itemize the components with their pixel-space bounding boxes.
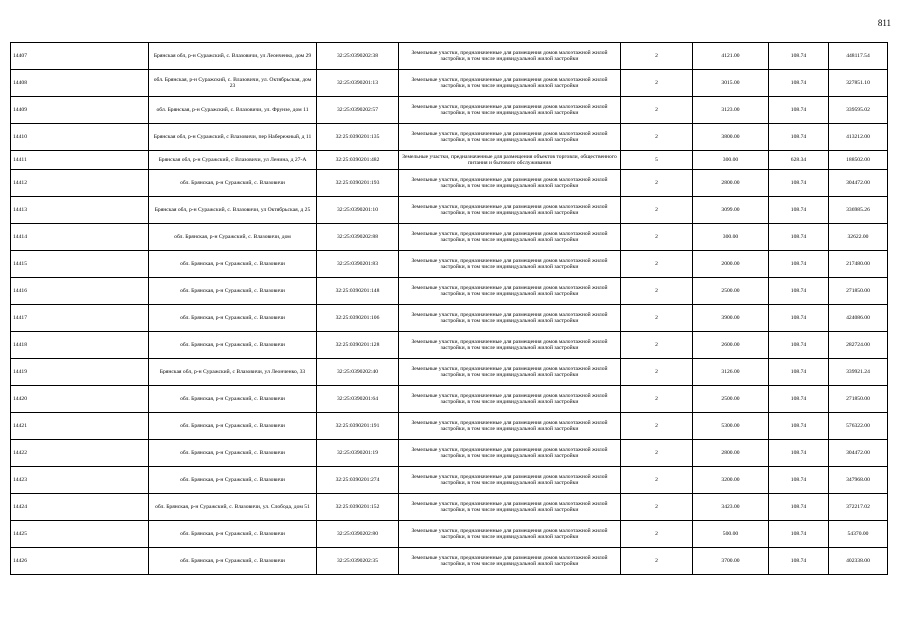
land-use-cell: Земельные участки, предназначенные для размещения домов малоэтажной жилой застройки, в том числе индивидуальной жилой застройки <box>399 332 621 359</box>
address-cell: обл. Брянская, р-н Суражский, с. Влазовичи <box>149 251 317 278</box>
address-cell: Брянская обл, р-н Суражский, с. Влазовичи, ул Октябрьская, д 25 <box>149 197 317 224</box>
area-cell: 3200.00 <box>693 467 769 494</box>
land-use-cell: Земельные участки, предназначенные для размещения домов малоэтажной жилой застройки, в том числе индивидуальной жилой застройки <box>399 548 621 575</box>
cadastral-number-cell: 32:25:0390201:152 <box>317 494 399 521</box>
record-number: 14419 <box>11 359 149 386</box>
group-code-cell: 2 <box>621 521 693 548</box>
land-use-cell: Земельные участки, предназначенные для размещения домов малоэтажной жилой застройки, в том числе индивидуальной жилой застройки <box>399 124 621 151</box>
record-number: 14423 <box>11 467 149 494</box>
group-code-cell: 2 <box>621 386 693 413</box>
address-cell: обл. Брянская, р-н Суражский, с. Влазовичи <box>149 170 317 197</box>
cadastral-value-cell: 188502.00 <box>829 151 888 170</box>
address-cell: Брянская обл, р-н Суражский, с Влазовичи, пер Набережный, д 11 <box>149 124 317 151</box>
cadastral-value-cell: 282724.00 <box>829 332 888 359</box>
land-use-cell: Земельные участки, предназначенные для размещения домов малоэтажной жилой застройки, в том числе индивидуальной жилой застройки <box>399 224 621 251</box>
address-cell: обл. Брянская, р-н Суражский, с. Влазовичи <box>149 521 317 548</box>
cadastral-value-cell: 372217.02 <box>829 494 888 521</box>
group-code-cell: 5 <box>621 151 693 170</box>
record-number: 14413 <box>11 197 149 224</box>
table-row <box>11 151 888 170</box>
address-cell: обл. Брянская, р-н Суражский, с. Влазовичи <box>149 467 317 494</box>
specific-value-cell: 108.74 <box>769 97 829 124</box>
cadastral-number-cell: 32:25:0390202:80 <box>317 521 399 548</box>
land-use-cell: Земельные участки, предназначенные для размещения домов малоэтажной жилой застройки, в том числе индивидуальной жилой застройки <box>399 305 621 332</box>
land-use-cell: Земельные участки, предназначенные для размещения домов малоэтажной жилой застройки, в том числе индивидуальной жилой застройки <box>399 521 621 548</box>
record-number: 14409 <box>11 97 149 124</box>
group-code-cell: 2 <box>621 305 693 332</box>
cadastral-number-cell: 32:25:0390201:128 <box>317 332 399 359</box>
area-cell: 500.00 <box>693 521 769 548</box>
table-row <box>11 278 888 305</box>
table-row <box>11 467 888 494</box>
cadastral-value-cell: 339921.24 <box>829 359 888 386</box>
cadastral-number-cell: 32:25:0390201:19 <box>317 440 399 467</box>
cadastral-number-cell: 32:25:0390202:88 <box>317 224 399 251</box>
specific-value-cell: 108.74 <box>769 43 829 70</box>
land-use-cell: Земельные участки, предназначенные для размещения домов малоэтажной жилой застройки, в том числе индивидуальной жилой застройки <box>399 70 621 97</box>
address-cell: обл. Брянская, р-н Суражский, с. Влазовичи <box>149 440 317 467</box>
area-cell: 3126.00 <box>693 359 769 386</box>
table-row <box>11 197 888 224</box>
record-number: 14414 <box>11 224 149 251</box>
group-code-cell: 2 <box>621 124 693 151</box>
cadastral-number-cell: 32:25:0390201:274 <box>317 467 399 494</box>
record-number: 14407 <box>11 43 149 70</box>
specific-value-cell: 108.74 <box>769 521 829 548</box>
land-use-cell: Земельные участки, предназначенные для размещения домов малоэтажной жилой застройки, в том числе индивидуальной жилой застройки <box>399 494 621 521</box>
cadastral-value-cell: 576322.00 <box>829 413 888 440</box>
address-cell: обл. Брянская, р-н Суражский, с. Влазовичи <box>149 305 317 332</box>
area-cell: 2600.00 <box>693 332 769 359</box>
table-row <box>11 43 888 70</box>
land-use-cell: Земельные участки, предназначенные для размещения домов малоэтажной жилой застройки, в том числе индивидуальной жилой застройки <box>399 359 621 386</box>
land-use-cell: Земельные участки, предназначенные для размещения домов малоэтажной жилой застройки, в том числе индивидуальной жилой застройки <box>399 43 621 70</box>
specific-value-cell: 108.74 <box>769 494 829 521</box>
land-registry-table <box>10 42 888 575</box>
record-number: 14408 <box>11 70 149 97</box>
address-cell: обл. Брянская, р-н Суражский, с. Влазовичи, ул. Слобода, дом 51 <box>149 494 317 521</box>
area-cell: 300.00 <box>693 151 769 170</box>
address-cell: обл. Брянская, р-н Суражский, с. Влазовичи <box>149 386 317 413</box>
area-cell: 3423.00 <box>693 494 769 521</box>
table-row <box>11 332 888 359</box>
specific-value-cell: 108.74 <box>769 251 829 278</box>
group-code-cell: 2 <box>621 43 693 70</box>
cadastral-number-cell: 32:25:0390201:135 <box>317 124 399 151</box>
land-use-cell: Земельные участки, предназначенные для размещения домов малоэтажной жилой застройки, в том числе индивидуальной жилой застройки <box>399 251 621 278</box>
cadastral-number-cell: 32:25:0390202:38 <box>317 43 399 70</box>
record-number: 14421 <box>11 413 149 440</box>
specific-value-cell: 108.74 <box>769 124 829 151</box>
table-row <box>11 124 888 151</box>
specific-value-cell: 108.74 <box>769 386 829 413</box>
group-code-cell: 2 <box>621 197 693 224</box>
record-number: 14417 <box>11 305 149 332</box>
area-cell: 3015.00 <box>693 70 769 97</box>
table-row <box>11 97 888 124</box>
group-code-cell: 2 <box>621 467 693 494</box>
record-number: 14426 <box>11 548 149 575</box>
cadastral-number-cell: 32:25:0390201:482 <box>317 151 399 170</box>
record-number: 14418 <box>11 332 149 359</box>
area-cell: 300.00 <box>693 224 769 251</box>
area-cell: 2800.00 <box>693 440 769 467</box>
area-cell: 3900.00 <box>693 305 769 332</box>
land-use-cell: Земельные участки, предназначенные для размещения домов малоэтажной жилой застройки, в том числе индивидуальной жилой застройки <box>399 278 621 305</box>
group-code-cell: 2 <box>621 332 693 359</box>
cadastral-value-cell: 327851.10 <box>829 70 888 97</box>
group-code-cell: 2 <box>621 413 693 440</box>
land-use-cell: Земельные участки, предназначенные для размещения домов малоэтажной жилой застройки, в том числе индивидуальной жилой застройки <box>399 440 621 467</box>
address-cell: обл. Брянская, р-н Суражский, с. Влазовичи, ул. Фрунзе, дом 11 <box>149 97 317 124</box>
specific-value-cell: 108.74 <box>769 170 829 197</box>
record-number: 14425 <box>11 521 149 548</box>
cadastral-number-cell: 32:25:0390201:191 <box>317 413 399 440</box>
registry-body <box>11 43 888 575</box>
area-cell: 3700.00 <box>693 548 769 575</box>
address-cell: обл. Брянская, р-н Суражский, с. Влазовичи <box>149 332 317 359</box>
cadastral-value-cell: 217480.00 <box>829 251 888 278</box>
cadastral-number-cell: 32:25:0390201:10 <box>317 197 399 224</box>
cadastral-value-cell: 32622.00 <box>829 224 888 251</box>
table-row <box>11 70 888 97</box>
land-use-cell: Земельные участки, предназначенные для размещения домов малоэтажной жилой застройки, в том числе индивидуальной жилой застройки <box>399 386 621 413</box>
area-cell: 2800.00 <box>693 170 769 197</box>
area-cell: 4121.00 <box>693 43 769 70</box>
cadastral-number-cell: 32:25:0390201:64 <box>317 386 399 413</box>
specific-value-cell: 628.34 <box>769 151 829 170</box>
area-cell: 3800.00 <box>693 124 769 151</box>
cadastral-number-cell: 32:25:0390201:13 <box>317 70 399 97</box>
table-row <box>11 440 888 467</box>
table-row <box>11 359 888 386</box>
record-number: 14411 <box>11 151 149 170</box>
specific-value-cell: 108.74 <box>769 70 829 97</box>
cadastral-value-cell: 448117.54 <box>829 43 888 70</box>
table-row <box>11 494 888 521</box>
record-number: 14420 <box>11 386 149 413</box>
specific-value-cell: 108.74 <box>769 332 829 359</box>
land-use-cell: Земельные участки, предназначенные для размещения домов малоэтажной жилой застройки, в том числе индивидуальной жилой застройки <box>399 97 621 124</box>
address-cell: обл. Брянская, р-н Суражский, с. Влазовичи <box>149 413 317 440</box>
address-cell: Брянская обл, р-н Суражский, с Влазовичи, ул Ленина, д 27-А <box>149 151 317 170</box>
table-row <box>11 413 888 440</box>
address-cell: Брянская обл, р-н Суражский, с. Влазовичи, ул Леонченко, дом 29 <box>149 43 317 70</box>
address-cell: обл. Брянская, р-н Суражский, с. Влазовичи, дом <box>149 224 317 251</box>
cadastral-value-cell: 271850.00 <box>829 278 888 305</box>
table-row <box>11 305 888 332</box>
specific-value-cell: 108.74 <box>769 413 829 440</box>
table-row <box>11 251 888 278</box>
cadastral-number-cell: 32:25:0390201:193 <box>317 170 399 197</box>
cadastral-value-cell: 413212.00 <box>829 124 888 151</box>
record-number: 14416 <box>11 278 149 305</box>
record-number: 14412 <box>11 170 149 197</box>
group-code-cell: 2 <box>621 359 693 386</box>
table-row <box>11 224 888 251</box>
area-cell: 3123.00 <box>693 97 769 124</box>
area-cell: 2000.00 <box>693 251 769 278</box>
area-cell: 3099.00 <box>693 197 769 224</box>
group-code-cell: 2 <box>621 278 693 305</box>
group-code-cell: 2 <box>621 224 693 251</box>
land-use-cell: Земельные участки, предназначенные для размещения домов малоэтажной жилой застройки, в том числе индивидуальной жилой застройки <box>399 197 621 224</box>
specific-value-cell: 108.74 <box>769 278 829 305</box>
land-use-cell: Земельные участки, предназначенные для размещения домов малоэтажной жилой застройки, в том числе индивидуальной жилой застройки <box>399 170 621 197</box>
cadastral-value-cell: 347968.00 <box>829 467 888 494</box>
record-number: 14410 <box>11 124 149 151</box>
group-code-cell: 2 <box>621 170 693 197</box>
cadastral-value-cell: 402338.00 <box>829 548 888 575</box>
area-cell: 2500.00 <box>693 386 769 413</box>
cadastral-value-cell: 424086.00 <box>829 305 888 332</box>
area-cell: 2500.00 <box>693 278 769 305</box>
cadastral-value-cell: 271850.00 <box>829 386 888 413</box>
group-code-cell: 2 <box>621 548 693 575</box>
address-cell: Брянская обл, р-н Суражский, с Влазовичи, ул Леонченко, 33 <box>149 359 317 386</box>
group-code-cell: 2 <box>621 251 693 278</box>
cadastral-number-cell: 32:25:0390202:40 <box>317 359 399 386</box>
area-cell: 5300.00 <box>693 413 769 440</box>
cadastral-value-cell: 336985.26 <box>829 197 888 224</box>
specific-value-cell: 108.74 <box>769 197 829 224</box>
land-use-cell: Земельные участки, предназначенные для размещения объектов торговли, общественного питания и бытового обслуживания <box>399 151 621 170</box>
cadastral-value-cell: 304472.00 <box>829 440 888 467</box>
group-code-cell: 2 <box>621 70 693 97</box>
cadastral-value-cell: 304472.00 <box>829 170 888 197</box>
cadastral-number-cell: 32:25:0390201:83 <box>317 251 399 278</box>
group-code-cell: 2 <box>621 494 693 521</box>
group-code-cell: 2 <box>621 97 693 124</box>
cadastral-number-cell: 32:25:0390201:106 <box>317 305 399 332</box>
cadastral-value-cell: 339595.02 <box>829 97 888 124</box>
specific-value-cell: 108.74 <box>769 548 829 575</box>
cadastral-number-cell: 32:25:0390201:148 <box>317 278 399 305</box>
specific-value-cell: 108.74 <box>769 440 829 467</box>
table-row <box>11 386 888 413</box>
land-use-cell: Земельные участки, предназначенные для размещения домов малоэтажной жилой застройки, в том числе индивидуальной жилой застройки <box>399 413 621 440</box>
table-row <box>11 521 888 548</box>
address-cell: обл. Брянская, р-н Суражский, с. Влазовичи, ул. Октябрьская, дом 23 <box>149 70 317 97</box>
land-use-cell: Земельные участки, предназначенные для размещения домов малоэтажной жилой застройки, в том числе индивидуальной жилой застройки <box>399 467 621 494</box>
specific-value-cell: 108.74 <box>769 305 829 332</box>
table-row <box>11 170 888 197</box>
table-row <box>11 548 888 575</box>
cadastral-value-cell: 54370.00 <box>829 521 888 548</box>
address-cell: обл. Брянская, р-н Суражский, с. Влазовичи <box>149 548 317 575</box>
record-number: 14424 <box>11 494 149 521</box>
record-number: 14415 <box>11 251 149 278</box>
group-code-cell: 2 <box>621 440 693 467</box>
specific-value-cell: 108.74 <box>769 467 829 494</box>
address-cell: обл. Брянская, р-н Суражский, с. Влазовичи <box>149 278 317 305</box>
specific-value-cell: 108.74 <box>769 359 829 386</box>
specific-value-cell: 108.74 <box>769 224 829 251</box>
cadastral-number-cell: 32:25:0390202:35 <box>317 548 399 575</box>
record-number: 14422 <box>11 440 149 467</box>
page-number: 811 <box>877 18 891 28</box>
cadastral-number-cell: 32:25:0390202:57 <box>317 97 399 124</box>
